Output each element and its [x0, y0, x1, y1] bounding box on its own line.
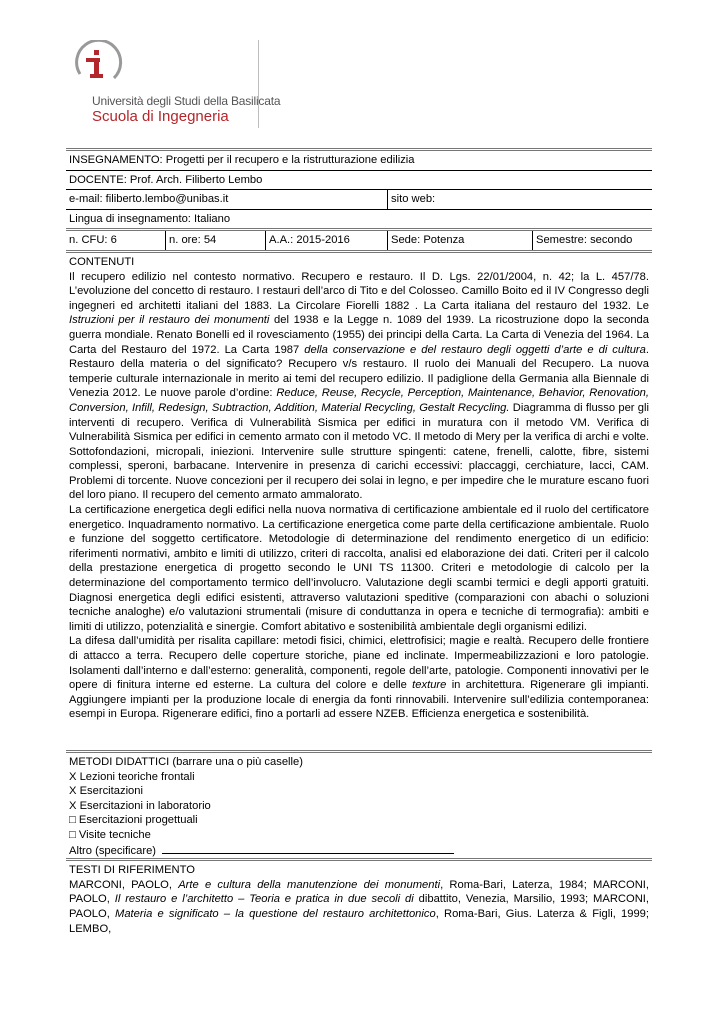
university-name: Università degli Studi della Basilicata — [92, 94, 281, 108]
school-name: Scuola di Ingegneria — [92, 108, 229, 125]
contents-section — [66, 250, 652, 750]
italic-span: Arte e cultura della manutenzione dei monumenti — [178, 878, 441, 891]
text-span: Diagramma di flusso per gli interventi di recupero. Verifica di Vulnerabilità Sismica per edifici in muratura con il metodo VM. Verifica di Vulnerabilità Sismica per edifici in cemento armato con il metodo VC. Il metodo di Mery per la verifica di archi e volte. Sottofondazioni, micropali, iniezioni. Intervenire sulle strutture spingenti: catene, frenelli, calotte, fibre, sistemi complessi, speroni, barbacane. Intervenire in presenza di carichi eccessivi: placcaggi, cerchiature, lacci, CAM. Problemi di torcente. Nuove concezioni per il recupero dei solai in legno, e per impedire che le murature escano fuori del loro piano. Il recupero del cemento armato ammalorato. — [69, 401, 649, 502]
italic-span: Il restauro e l’architetto – Teoria e pratica in due secoli di — [114, 893, 414, 906]
text-span: , Roma-Bari, Gius. Laterza & Figli, 1999; LEMBO, — [69, 907, 649, 935]
website-field: sito web: — [387, 190, 652, 209]
references-text — [69, 878, 649, 936]
course-document — [66, 148, 652, 936]
contents-heading: CONTENUTI — [69, 255, 135, 268]
references-section — [66, 858, 652, 936]
docente-field: DOCENTE: Prof. Arch. Filiberto Lembo — [69, 173, 263, 186]
italic-span: della conservazione e del restauro degli oggetti d’arte e di cultura — [304, 343, 646, 356]
methods-section — [66, 750, 652, 858]
method-item: X Esercitazioni in laboratorio — [69, 799, 211, 812]
italic-span: Istruzioni per il restauro dei monumenti — [69, 314, 270, 327]
method-item: □ Esercitazioni progettuali — [69, 814, 198, 827]
docente-row — [66, 170, 652, 190]
other-blank-line — [162, 843, 454, 854]
method-item: □ Visite tecniche — [69, 828, 151, 841]
references-heading: TESTI DI RIFERIMENTO — [69, 864, 195, 877]
insegnamento-row — [66, 148, 652, 170]
info-row — [66, 228, 652, 250]
contents-paragraph-1 — [69, 270, 649, 504]
spacer — [69, 722, 649, 750]
language-field: Lingua di insegnamento: Italiano — [69, 212, 231, 225]
text-span: La difesa dall’umidità per risalita capillare: metodi fisici, chimici, elettrofisici; magie e realtà. Recupero delle frontiere di attacco a terra. Recupero delle coperture storiche, piane ed inclinate. Impermeabilizzazioni e loro patologie. Isolamenti dall’interno e dall’esterno: generalità, componenti, regole dell’arte, patologie. Componenti innovativi per le opere di finitura interne ed esterne. La cultura del colore e delle — [69, 635, 649, 692]
location-field: Sede: Potenza — [387, 231, 532, 250]
logo-divider — [258, 40, 259, 128]
university-emblem-icon — [70, 40, 140, 90]
italic-span: Reduce, Reuse, Recycle, Perception, Maintenance, Behavior, Renovation, Conversion, Infill, Redesign, Subtraction, Addition, Material Recycling, Gestalt Recycling. — [69, 387, 649, 414]
methods-heading: METODI DIDATTICI (barrare una o più caselle) — [69, 755, 303, 768]
contents-paragraph-3 — [69, 634, 649, 722]
cfu-field: n. CFU: 6 — [69, 234, 117, 247]
email-field: e-mail: filiberto.lembo@unibas.it — [69, 193, 229, 206]
hours-field: n. ore: 54 — [165, 231, 265, 250]
text-span: dibattito, Venezia, Marsilio, 1993; MARCONI, PAOLO, — [69, 893, 649, 920]
academic-year-field: A.A.: 2015-2016 — [265, 231, 387, 250]
text-span: . Restauro della materia o del significato? Recupero v/s restauro. Il ruolo dei Manuali del Recupero. La nuova temperie culturale internazionale in merito ai temi del recupero edilizio. Il padiglione della Germania alla Biennale di Venezia 2012. Le nuove parole d’ordine: — [69, 343, 649, 400]
text-span: Il recupero edilizio nel contesto normativo. Recupero e restauro. Il D. Lgs. 22/01/2004, n. 42; la L. 457/78. L’evoluzione del concetto di restauro. I restauri dell’arco di Tito e del Colosseo. Camillo Boito ed il IV Congresso degli ingegneri ed architetti italiani del 1883. La Circolare Fiorelli 1882 . La Carta italiana del restauro del 1932. Le — [69, 270, 649, 312]
text-span: , Roma-Bari, Laterza, 1984; MARCONI, PAOLO, — [69, 878, 649, 906]
other-label: Altro (specificare) — [69, 844, 157, 857]
method-other — [69, 843, 649, 859]
method-item: X Esercitazioni — [69, 785, 143, 798]
italic-span: Materia e significato – la questione del restauro architettonico — [115, 907, 436, 920]
italic-span: texture — [412, 679, 447, 692]
text-span: MARCONI, PAOLO, — [69, 878, 179, 891]
lingua-row — [66, 209, 652, 229]
semester-field: Semestre: secondo — [532, 231, 652, 250]
text-span: in architettura. Rigenerare gli impianti. Aggiungere impianti per la produzione locale di energia da fonti rinnovabili. Intervenire sull’edilizia contemporanea: esempi in Europa. Rigenerare edifici, fino a portarli ad essere NZEB. Efficienza energetica e sostenibilità. — [69, 679, 649, 721]
contact-row — [66, 189, 652, 209]
contents-paragraph-2: La certificazione energetica degli edifici nella nuova normativa di certificazione ambientale ed il ruolo del certificatore energetico. Inquadramento normativo. La certificazione energetica come parte della certificazione ambientale. Ruolo e funzione del soggetto certificatore. Metodologie di determinazione del rendimento energetico di un edificio: riferimenti normativi, ambito e limiti di utilizzo, criteri di raccolta, analisi ed elaborazione dei dati. Criteri per il calcolo della prestazione energetica di progetto secondo le UNI TS 11300. Criteri e metodologie di calcolo per la determinazione del comportamento termico dell’involucro. Valutazione degli scambi termici e degli apporti gratuiti. Diagnosi energetica degli edifici esistenti, attraverso valutazioni speditive (comparazioni con abachi o soluzioni tecniche analoghe) e/o valutazioni strumentali (misure di conduttanza in opera e tecniche di termografia): ambiti e limiti di utilizzo, potenzialità e sinergie. Comfort abitativo e sostenibilità ambientale degli organismi edilizi. — [69, 504, 649, 633]
insegnamento-field: INSEGNAMENTO: Progetti per il recupero e la ristrutturazione edilizia — [69, 154, 415, 166]
text-span: del 1938 e la Legge n. 1089 del 1939. La ricostruzione dopo la seconda guerra mondiale. Renato Bonelli ed il rovesciamento (1955) dei principi della Carta. La Carta di Venezia del 1964. La Carta del Restauro del 1972. La Carta 1987 — [69, 314, 649, 356]
method-item: X Lezioni teoriche frontali — [69, 770, 195, 783]
